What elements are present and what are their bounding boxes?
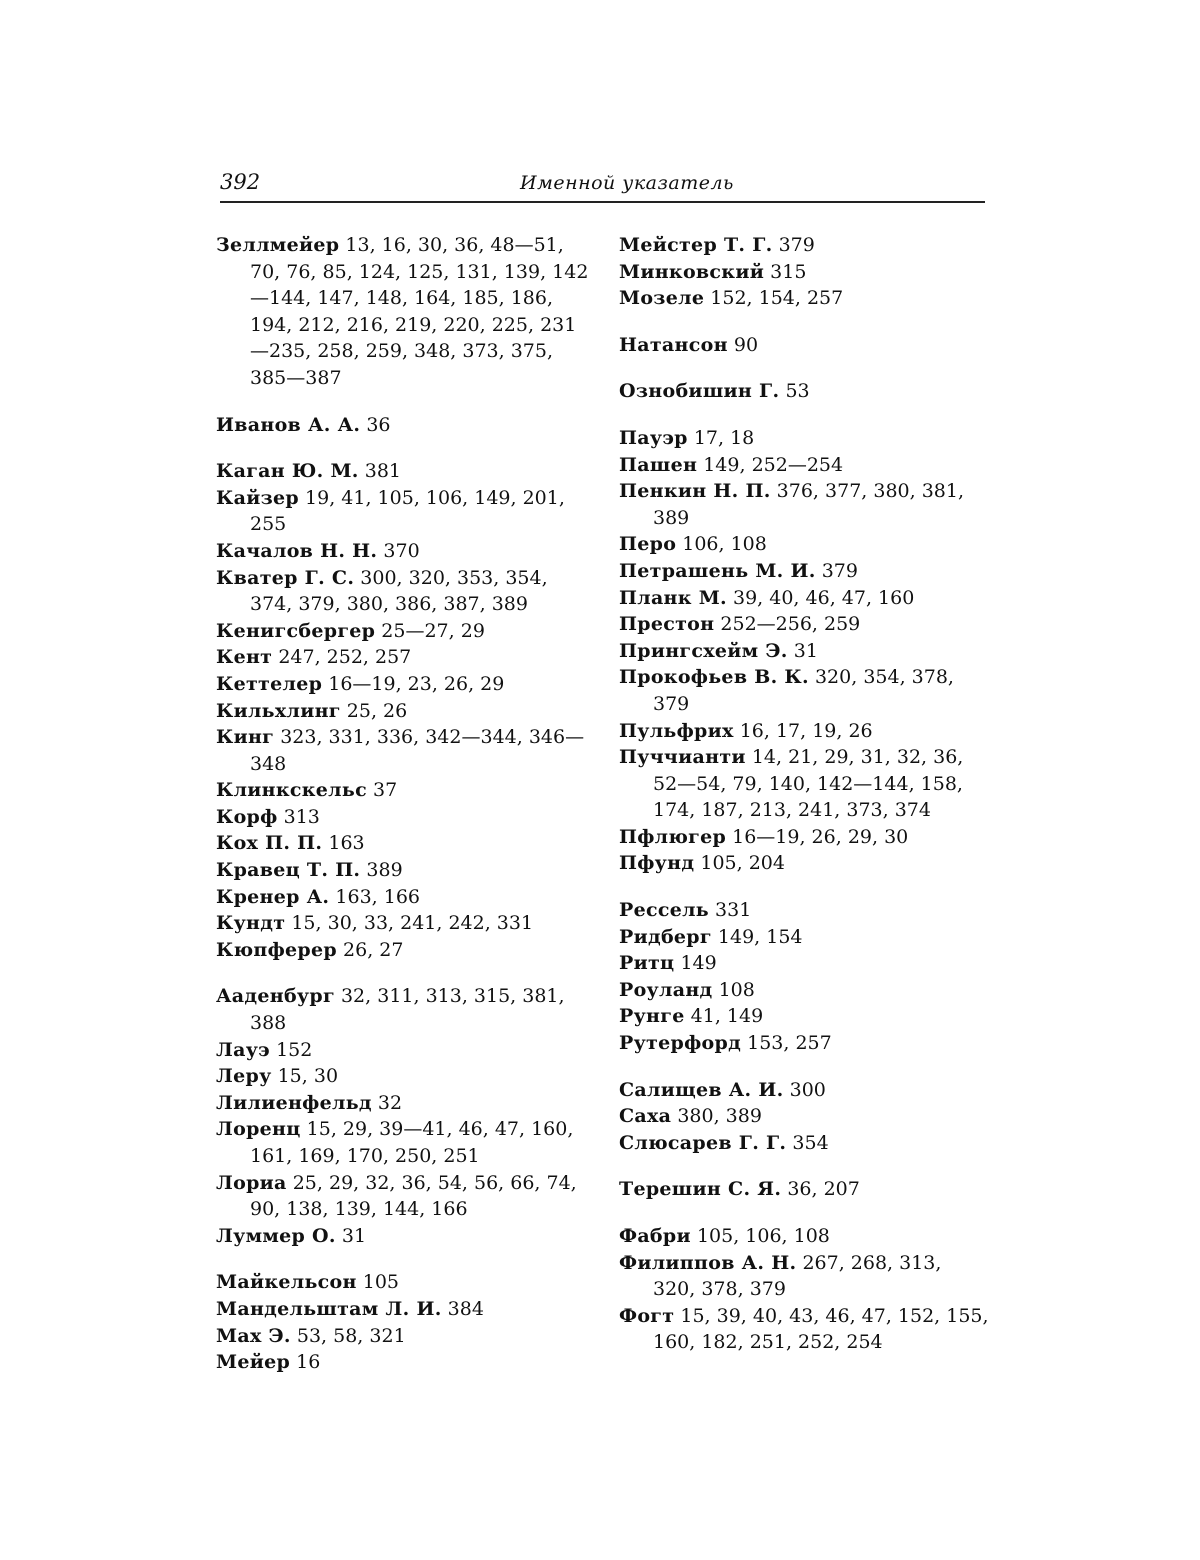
- entry-name: Фабри: [619, 1225, 691, 1247]
- entry-pages: 36: [366, 414, 390, 436]
- entry-name: Кенигсбергер: [216, 620, 375, 642]
- entry-pages: 315: [770, 261, 806, 283]
- letter-group-gap: [216, 963, 591, 983]
- entry-pages: 39, 40, 46, 47, 160: [733, 587, 914, 609]
- index-entry: [216, 1090, 591, 1117]
- entry-pages: 31: [342, 1225, 366, 1247]
- index-entry: [216, 458, 591, 485]
- entry-pages: 354: [792, 1132, 828, 1154]
- entry-name: Кренер А.: [216, 886, 329, 908]
- index-entry: [216, 485, 591, 538]
- index-entry: [619, 558, 989, 585]
- entry-pages: 105: [363, 1271, 399, 1293]
- index-entry: [619, 824, 989, 851]
- letter-group-gap: [619, 405, 989, 425]
- entry-name: Минковский: [619, 261, 764, 283]
- index-entry: [619, 1030, 989, 1057]
- entry-pages: 16—19, 23, 26, 29: [328, 673, 504, 695]
- entry-pages: 300: [790, 1079, 826, 1101]
- letter-group-gap: [619, 1156, 989, 1176]
- entry-name: Ааденбург: [216, 985, 335, 1007]
- entry-name: Кватер Г. С.: [216, 567, 354, 589]
- entry-name: Ритц: [619, 952, 674, 974]
- index-entry: [619, 1223, 989, 1250]
- index-entry: [619, 232, 989, 259]
- index-column-right: [619, 232, 989, 1356]
- entry-name: Планк М.: [619, 587, 727, 609]
- entry-name: Леру: [216, 1065, 272, 1087]
- index-entry: [216, 1223, 591, 1250]
- entry-name: Зеллмейер: [216, 234, 339, 256]
- entry-name: Лауэ: [216, 1039, 270, 1061]
- entry-name: Кравец Т. П.: [216, 859, 360, 881]
- index-entry: [619, 897, 989, 924]
- entry-pages: 36, 207: [787, 1178, 860, 1200]
- entry-name: Прокофьев В. К.: [619, 666, 809, 688]
- entry-name: Рутерфорд: [619, 1032, 741, 1054]
- entry-name: Кюпферер: [216, 939, 337, 961]
- entry-pages: 379: [779, 234, 815, 256]
- entry-pages: 15, 29, 39—41, 46, 47, 160, 161, 169, 170, 250, 251: [250, 1118, 573, 1167]
- entry-pages: 26, 27: [343, 939, 403, 961]
- entry-pages: 41, 149: [691, 1005, 764, 1027]
- index-entry: [619, 1250, 989, 1303]
- index-entry: [216, 777, 591, 804]
- entry-name: Роуланд: [619, 979, 713, 1001]
- index-entry: [619, 259, 989, 286]
- index-column-left: [216, 232, 591, 1376]
- entry-pages: 163, 166: [335, 886, 420, 908]
- index-entry: [216, 1063, 591, 1090]
- entry-pages: 300, 320, 353, 354, 374, 379, 380, 386, 387, 389: [250, 567, 548, 616]
- entry-name: Пульфрих: [619, 720, 734, 742]
- entry-name: Лилиенфельд: [216, 1092, 372, 1114]
- entry-name: Престон: [619, 613, 714, 635]
- entry-pages: 32: [378, 1092, 402, 1114]
- entry-pages: 323, 331, 336, 342—344, 346—348: [250, 726, 584, 775]
- index-entry: [216, 698, 591, 725]
- page-header: [220, 170, 985, 200]
- entry-pages: 376, 377, 380, 381, 389: [653, 480, 964, 529]
- index-entry: [216, 412, 591, 439]
- entry-name: Саха: [619, 1105, 671, 1127]
- index-entry: [619, 611, 989, 638]
- entry-name: Кундт: [216, 912, 285, 934]
- entry-name: Пуччианти: [619, 746, 746, 768]
- index-entry: [619, 285, 989, 312]
- entry-name: Луммер О.: [216, 1225, 336, 1247]
- entry-name: Кох П. П.: [216, 832, 322, 854]
- entry-pages: 32, 311, 313, 315, 381, 388: [250, 985, 565, 1034]
- entry-name: Кайзер: [216, 487, 299, 509]
- entry-pages: 267, 268, 313, 320, 378, 379: [653, 1252, 941, 1301]
- entry-pages: 13, 16, 30, 36, 48—51, 70, 76, 85, 124, 125, 131, 139, 142—144, 147, 148, 164, 185, 186, 194, 212, 216, 219, 220, 225, 231—235, 258, 259, 348, 373, 375, 385—387: [250, 234, 588, 389]
- index-entry: [619, 332, 989, 359]
- entry-name: Слюсарев Г. Г.: [619, 1132, 786, 1154]
- entry-name: Фогт: [619, 1305, 674, 1327]
- letter-group-gap: [619, 358, 989, 378]
- index-entry: [619, 638, 989, 665]
- index-entry: [216, 804, 591, 831]
- entry-pages: 19, 41, 105, 106, 149, 201, 255: [250, 487, 565, 536]
- letter-group-gap: [619, 1203, 989, 1223]
- entry-pages: 16: [296, 1351, 320, 1373]
- entry-pages: 16—19, 26, 29, 30: [732, 826, 908, 848]
- index-entry: [216, 671, 591, 698]
- index-entry: [216, 910, 591, 937]
- entry-name: Мандельштам Л. И.: [216, 1298, 442, 1320]
- entry-name: Корф: [216, 806, 278, 828]
- entry-name: Мах Э.: [216, 1325, 291, 1347]
- entry-pages: 384: [448, 1298, 484, 1320]
- entry-name: Клинкскельс: [216, 779, 367, 801]
- entry-pages: 320, 354, 378, 379: [653, 666, 954, 715]
- header-rule: [220, 201, 985, 203]
- entry-pages: 149, 154: [718, 926, 803, 948]
- entry-name: Натансон: [619, 334, 728, 356]
- entry-name: Пауэр: [619, 427, 688, 449]
- entry-name: Мозеле: [619, 287, 704, 309]
- entry-name: Рунге: [619, 1005, 685, 1027]
- letter-group-gap: [216, 438, 591, 458]
- index-entry: [216, 1170, 591, 1223]
- letter-group-gap: [619, 877, 989, 897]
- entry-pages: 108: [719, 979, 755, 1001]
- index-entry: [216, 1349, 591, 1376]
- index-entry: [619, 585, 989, 612]
- index-entry: [216, 538, 591, 565]
- entry-pages: 149, 252—254: [703, 454, 843, 476]
- entry-pages: 25, 29, 32, 36, 54, 56, 66, 74, 90, 138, 139, 144, 166: [250, 1172, 577, 1221]
- entry-pages: 152: [276, 1039, 312, 1061]
- entry-pages: 153, 257: [747, 1032, 832, 1054]
- index-entry: [216, 983, 591, 1036]
- index-entry: [216, 724, 591, 777]
- entry-pages: 381: [365, 460, 401, 482]
- index-entry: [619, 478, 989, 531]
- entry-pages: 15, 39, 40, 43, 46, 47, 152, 155, 160, 182, 251, 252, 254: [653, 1305, 989, 1354]
- index-entry: [619, 425, 989, 452]
- entry-pages: 53, 58, 321: [297, 1325, 406, 1347]
- entry-name: Пфлюгер: [619, 826, 726, 848]
- entry-pages: 379: [822, 560, 858, 582]
- entry-name: Каган Ю. М.: [216, 460, 359, 482]
- index-entry: [619, 1303, 989, 1356]
- entry-pages: 105, 106, 108: [697, 1225, 830, 1247]
- entry-pages: 247, 252, 257: [278, 646, 411, 668]
- entry-pages: 389: [366, 859, 402, 881]
- entry-pages: 14, 21, 29, 31, 32, 36, 52—54, 79, 140, 142—144, 158, 174, 187, 213, 241, 373, 374: [653, 746, 963, 821]
- index-entry: [619, 378, 989, 405]
- index-entry: [216, 884, 591, 911]
- entry-name: Пенкин Н. П.: [619, 480, 771, 502]
- index-entry: [619, 531, 989, 558]
- entry-name: Лориа: [216, 1172, 287, 1194]
- entry-pages: 163: [328, 832, 364, 854]
- entry-pages: 15, 30, 33, 241, 242, 331: [291, 912, 533, 934]
- index-entry: [216, 644, 591, 671]
- entry-name: Мейстер Т. Г.: [619, 234, 773, 256]
- entry-name: Кинг: [216, 726, 274, 748]
- entry-name: Пфунд: [619, 852, 694, 874]
- entry-pages: 331: [715, 899, 751, 921]
- index-entry: [619, 924, 989, 951]
- entry-name: Кеттелер: [216, 673, 322, 695]
- index-entry: [619, 452, 989, 479]
- entry-pages: 152, 154, 257: [710, 287, 843, 309]
- entry-name: Рессель: [619, 899, 709, 921]
- index-entry: [216, 618, 591, 645]
- entry-name: Салищев А. И.: [619, 1079, 784, 1101]
- index-entry: [216, 1116, 591, 1169]
- index-entry: [216, 565, 591, 618]
- letter-group-gap: [216, 392, 591, 412]
- page-number: 392: [220, 170, 260, 194]
- entry-pages: 37: [373, 779, 397, 801]
- entry-pages: 25, 26: [347, 700, 407, 722]
- entry-pages: 252—256, 259: [720, 613, 860, 635]
- entry-pages: 90: [734, 334, 758, 356]
- entry-name: Терешин С. Я.: [619, 1178, 781, 1200]
- index-entry: [619, 664, 989, 717]
- entry-pages: 380, 389: [677, 1105, 762, 1127]
- index-page: [0, 0, 1200, 1560]
- index-entry: [619, 1176, 989, 1203]
- entry-name: Майкельсон: [216, 1271, 357, 1293]
- entry-name: Кильхлинг: [216, 700, 341, 722]
- entry-pages: 25—27, 29: [381, 620, 485, 642]
- index-entry: [619, 744, 989, 824]
- entry-pages: 31: [794, 640, 818, 662]
- index-entry: [216, 857, 591, 884]
- index-entry: [216, 1269, 591, 1296]
- letter-group-gap: [216, 1249, 591, 1269]
- entry-pages: 370: [383, 540, 419, 562]
- entry-pages: 17, 18: [694, 427, 754, 449]
- letter-group-gap: [619, 1057, 989, 1077]
- index-entry: [619, 1003, 989, 1030]
- entry-pages: 149: [680, 952, 716, 974]
- index-entry: [619, 718, 989, 745]
- index-entry: [216, 1296, 591, 1323]
- entry-name: Мейер: [216, 1351, 290, 1373]
- index-entry: [619, 1103, 989, 1130]
- running-title: Именной указатель: [520, 172, 734, 194]
- entry-pages: 106, 108: [682, 533, 767, 555]
- index-entry: [619, 1077, 989, 1104]
- entry-name: Качалов Н. Н.: [216, 540, 377, 562]
- entry-name: Ознобишин Г.: [619, 380, 779, 402]
- entry-name: Перо: [619, 533, 676, 555]
- entry-pages: 105, 204: [700, 852, 785, 874]
- index-entry: [619, 977, 989, 1004]
- index-entry: [216, 232, 591, 392]
- entry-pages: 53: [785, 380, 809, 402]
- index-entry: [216, 937, 591, 964]
- entry-name: Ридберг: [619, 926, 712, 948]
- index-entry: [216, 1323, 591, 1350]
- entry-name: Петрашень М. И.: [619, 560, 816, 582]
- entry-pages: 16, 17, 19, 26: [740, 720, 873, 742]
- entry-name: Прингсхейм Э.: [619, 640, 788, 662]
- entry-pages: 313: [284, 806, 320, 828]
- entry-name: Филиппов А. Н.: [619, 1252, 796, 1274]
- entry-name: Кент: [216, 646, 272, 668]
- entry-name: Иванов А. А.: [216, 414, 360, 436]
- index-entry: [619, 1130, 989, 1157]
- index-entry: [619, 850, 989, 877]
- entry-pages: 15, 30: [278, 1065, 338, 1087]
- letter-group-gap: [619, 312, 989, 332]
- entry-name: Лоренц: [216, 1118, 301, 1140]
- index-entry: [216, 1037, 591, 1064]
- index-entry: [619, 950, 989, 977]
- entry-name: Пашен: [619, 454, 697, 476]
- index-entry: [216, 830, 591, 857]
